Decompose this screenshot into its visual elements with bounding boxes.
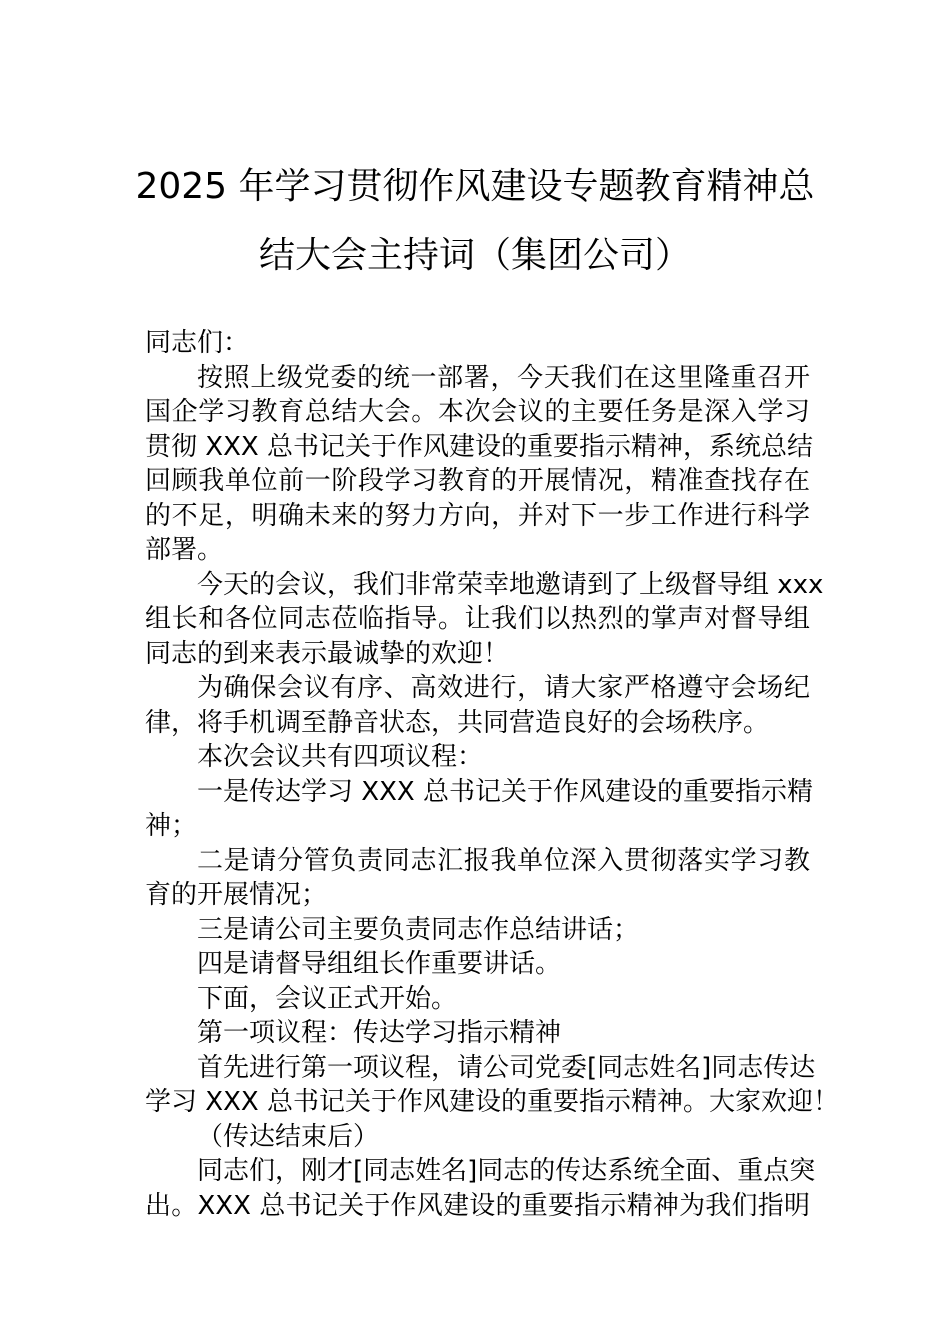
body-text-line: 下面，会议正式开始。 bbox=[197, 983, 458, 1014]
document-title-line-1: 2025 年学习贯彻作风建设专题教育精神总 bbox=[135, 166, 815, 207]
body-text-line: 学习 XXX 总书记关于作风建设的重要指示精神。大家欢迎！ bbox=[145, 1087, 839, 1117]
body-text-line: 本次会议共有四项议程： bbox=[197, 742, 484, 772]
document-title-line-2: 结大会主持词（集团公司） bbox=[258, 235, 691, 276]
body-text-line: 二是请分管负责同志汇报我单位深入贯彻落实学习教 bbox=[197, 845, 810, 876]
body-text-line: 同志的到来表示最诚挚的欢迎！ bbox=[145, 638, 510, 669]
body-text-line: 首先进行第一项议程，请公司党委[同志姓名]同志传达 bbox=[197, 1052, 816, 1083]
body-text-line: 一是传达学习 XXX 总书记关于作风建设的重要指示精 bbox=[197, 776, 813, 807]
body-text-line: 育的开展情况； bbox=[145, 880, 328, 910]
body-text-line: （传达结束后） bbox=[197, 1121, 380, 1152]
body-text-line: 国企学习教育总结大会。本次会议的主要任务是深入学习 bbox=[145, 397, 810, 427]
body-text-line: 第一项议程：传达学习指示精神 bbox=[197, 1018, 562, 1048]
body-text-line: 同志们，刚才[同志姓名]同志的传达系统全面、重点突 bbox=[197, 1156, 816, 1186]
body-text-line: 为确保会议有序、高效进行，请大家严格遵守会场纪 bbox=[197, 673, 810, 703]
body-text-line: 四是请督导组组长作重要讲话。 bbox=[197, 949, 562, 979]
body-text-line: 同志们： bbox=[145, 328, 250, 358]
body-text-line: 今天的会议，我们非常荣幸地邀请到了上级督导组 xxx bbox=[197, 569, 824, 600]
body-text-line: 三是请公司主要负责同志作总结讲话； bbox=[197, 914, 640, 945]
body-text-line: 回顾我单位前一阶段学习教育的开展情况，精准查找存在 bbox=[145, 466, 810, 496]
body-text-line: 按照上级党委的统一部署，今天我们在这里隆重召开 bbox=[197, 362, 810, 393]
body-text-line: 部署。 bbox=[145, 535, 224, 565]
body-text-line: 律，将手机调至静音状态，共同营造良好的会场秩序。 bbox=[145, 707, 770, 738]
body-text-line: 贯彻 XXX 总书记关于作风建设的重要指示精神，系统总结 bbox=[145, 431, 813, 462]
body-text-line: 组长和各位同志莅临指导。让我们以热烈的掌声对督导组 bbox=[145, 604, 810, 634]
document-body bbox=[145, 326, 839, 1223]
body-text-line: 的不足，明确未来的努力方向，并对下一步工作进行科学 bbox=[145, 500, 810, 531]
body-text-line: 出。XXX 总书记关于作风建设的重要指示精神为我们指明 bbox=[145, 1190, 810, 1221]
body-text-line: 神； bbox=[145, 811, 198, 841]
